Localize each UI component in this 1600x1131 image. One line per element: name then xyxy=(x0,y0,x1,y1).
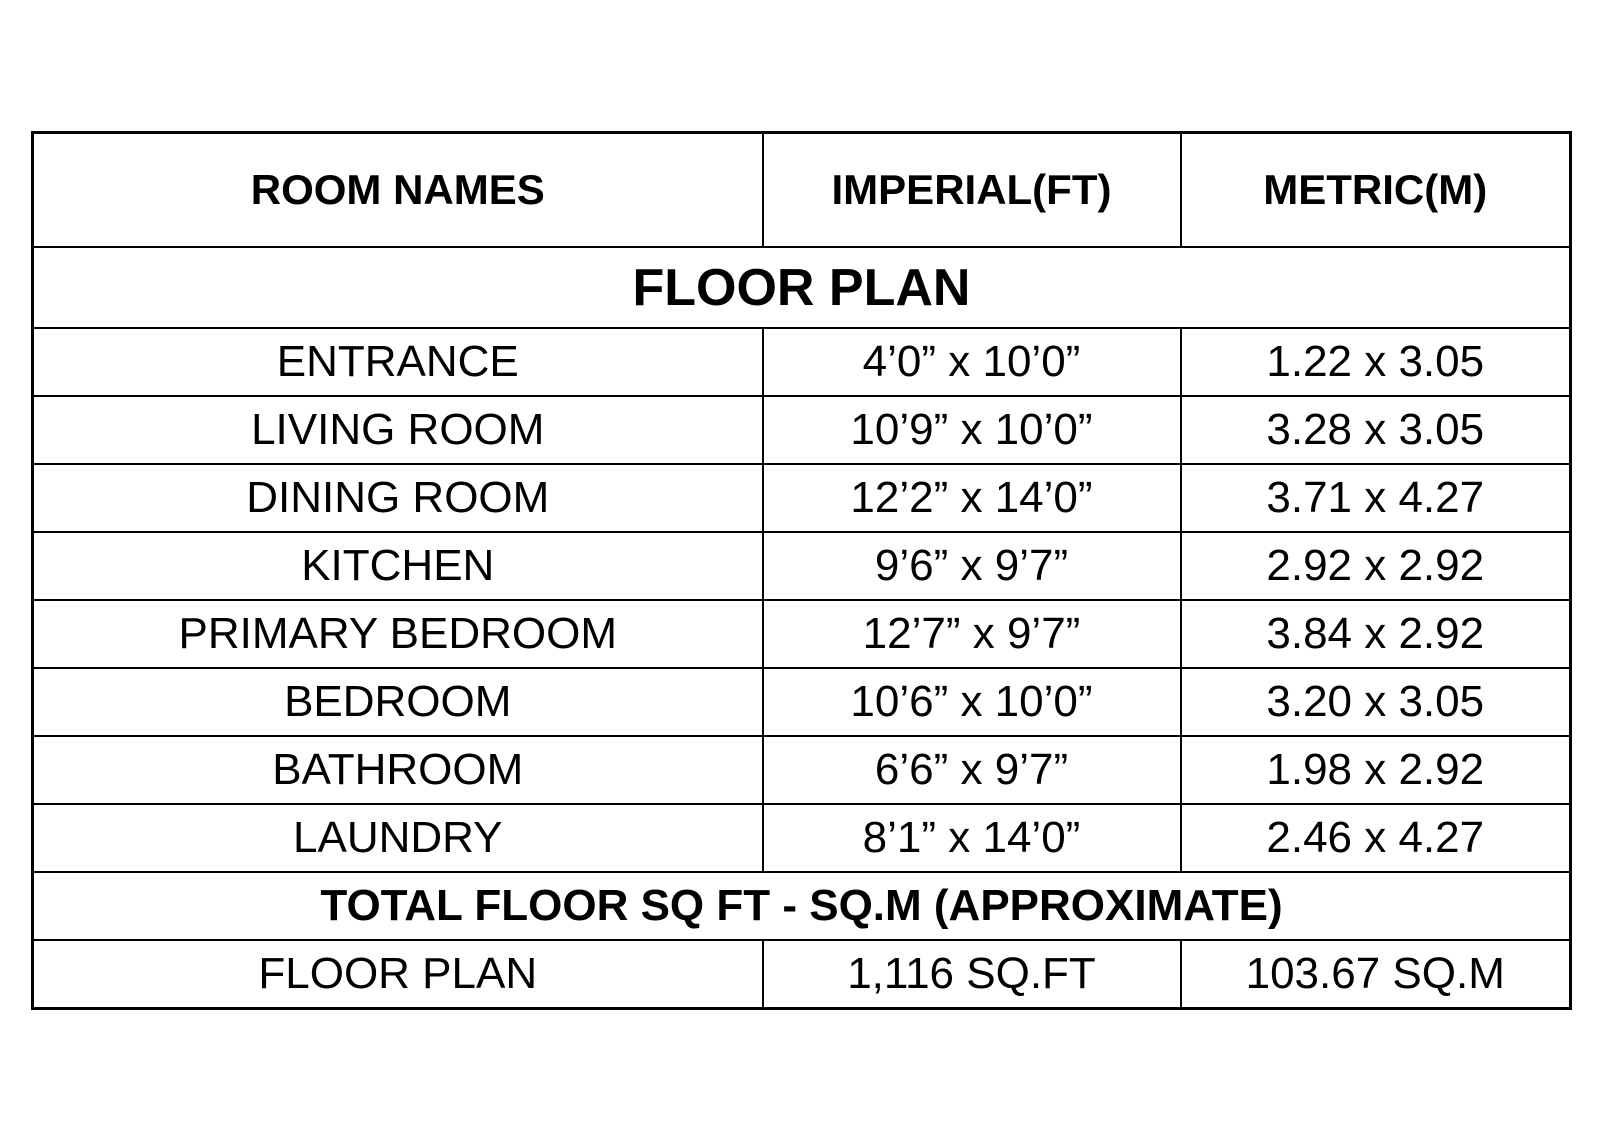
table-row xyxy=(33,600,1571,668)
room-dimensions-table xyxy=(31,131,1572,1010)
room-name: BATHROOM xyxy=(33,736,763,804)
room-name: DINING ROOM xyxy=(33,464,763,532)
section-row xyxy=(33,247,1571,328)
room-name: LIVING ROOM xyxy=(33,396,763,464)
header-metric: METRIC(M) xyxy=(1181,133,1571,248)
room-imperial: 12’7” x 9’7” xyxy=(763,600,1181,668)
room-metric: 3.20 x 3.05 xyxy=(1181,668,1571,736)
room-name: LAUNDRY xyxy=(33,804,763,872)
header-imperial: IMPERIAL(FT) xyxy=(763,133,1181,248)
room-imperial: 10’9” x 10’0” xyxy=(763,396,1181,464)
table-row xyxy=(33,464,1571,532)
room-metric: 1.22 x 3.05 xyxy=(1181,328,1571,396)
room-name: KITCHEN xyxy=(33,532,763,600)
room-metric: 2.46 x 4.27 xyxy=(1181,804,1571,872)
room-imperial: 9’6” x 9’7” xyxy=(763,532,1181,600)
room-imperial: 8’1” x 14’0” xyxy=(763,804,1181,872)
room-metric: 3.84 x 2.92 xyxy=(1181,600,1571,668)
summary-imperial: 1,116 SQ.FT xyxy=(763,940,1181,1009)
room-imperial: 12’2” x 14’0” xyxy=(763,464,1181,532)
room-metric: 2.92 x 2.92 xyxy=(1181,532,1571,600)
summary-name: FLOOR PLAN xyxy=(33,940,763,1009)
section-title: FLOOR PLAN xyxy=(33,247,1571,328)
room-imperial: 4’0” x 10’0” xyxy=(763,328,1181,396)
table-row xyxy=(33,396,1571,464)
header-room-names: ROOM NAMES xyxy=(33,133,763,248)
summary-metric: 103.67 SQ.M xyxy=(1181,940,1571,1009)
room-name: BEDROOM xyxy=(33,668,763,736)
room-metric: 1.98 x 2.92 xyxy=(1181,736,1571,804)
table-row xyxy=(33,328,1571,396)
room-name: ENTRANCE xyxy=(33,328,763,396)
total-heading: TOTAL FLOOR SQ FT - SQ.M (APPROXIMATE) xyxy=(33,872,1571,940)
table-row xyxy=(33,736,1571,804)
summary-row xyxy=(33,940,1571,1009)
table-row xyxy=(33,804,1571,872)
table-row xyxy=(33,532,1571,600)
room-imperial: 10’6” x 10’0” xyxy=(763,668,1181,736)
header-row xyxy=(33,133,1571,248)
room-metric: 3.71 x 4.27 xyxy=(1181,464,1571,532)
room-name: PRIMARY BEDROOM xyxy=(33,600,763,668)
room-metric: 3.28 x 3.05 xyxy=(1181,396,1571,464)
table-row xyxy=(33,668,1571,736)
total-heading-row xyxy=(33,872,1571,940)
room-imperial: 6’6” x 9’7” xyxy=(763,736,1181,804)
